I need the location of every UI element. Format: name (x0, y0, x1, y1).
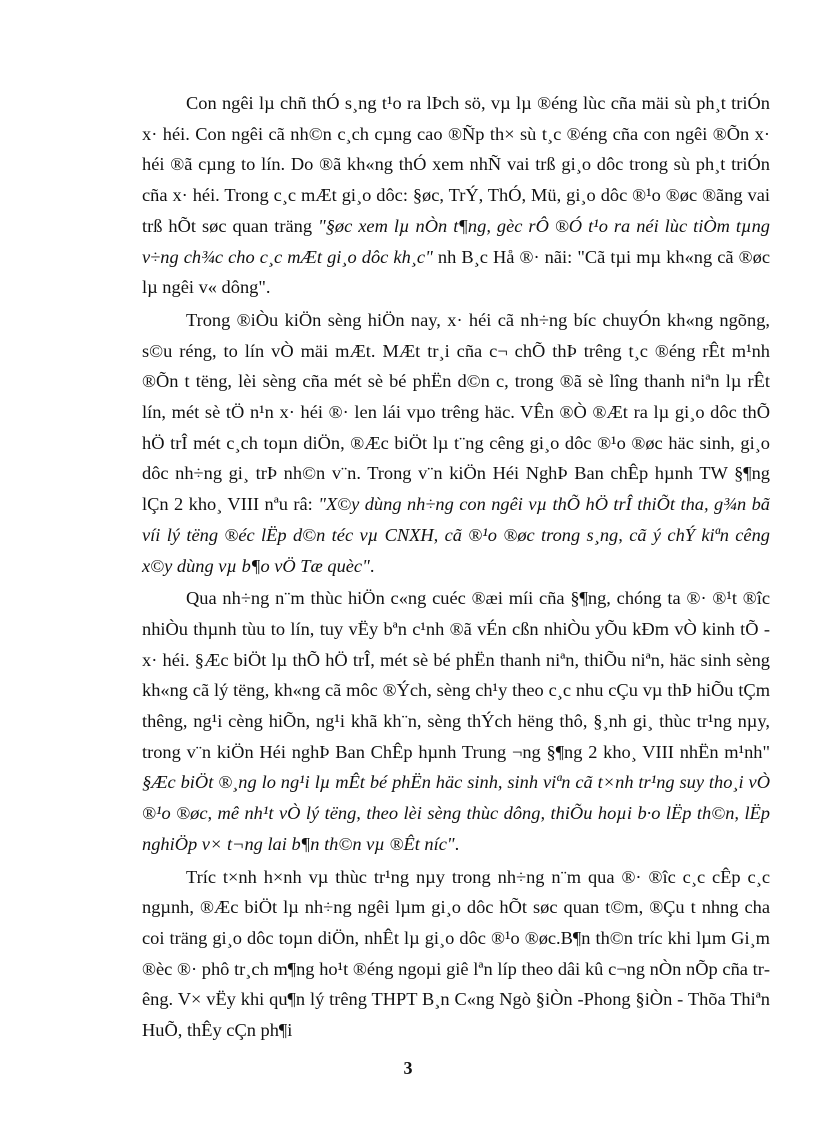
paragraph-2-quote: "X©y dùng nh÷ng con ngêi vµ thÕ hÖ trÎ thiÕt tha, g¾n bã víi lý tëng ®éc lËp d©n téc vµ CNXH, cã ®¹o ®øc trong s¸ng, cã ý chÝ kiªn cêng x©y dùng vµ b¶o vÖ Tæ quèc" (142, 494, 770, 576)
paragraph-3-text: Qua nh÷ng n¨m thùc hiÖn c«ng cuéc ®æi míi cña §¶ng, chóng ta ®· ®¹t ®îc nhiÒu thµnh tùu to lín, tuy vËy bªn c¹nh ®ã vÉn cßn nhiÒu yÕu kÐm vÒ kinh tÕ -x· héi. §Æc biÖt lµ thÕ hÖ trÎ, mét sè bé phËn thanh niªn, thiÕu niªn, häc sinh sèng kh«ng cã lý tëng, kh«ng cã môc ®Ých, sèng ch¹y theo c¸c nhu cÇu vµ thÞ hiÕu tÇm thêng, ng¹i cèng hiÕn, ng¹i khã kh¨n, sèng thÝch hëng thô, §¸nh gi¸ thùc tr¹ng nµy, trong v¨n kiÖn Héi nghÞ Ban ChÊp hµnh Trung ¬ng §¶ng 2 kho¸ VIII nhËn m¹nh" (142, 588, 770, 762)
paragraph-4 (142, 862, 770, 1046)
paragraph-1-quote: "§øc xem lµ nÒn t¶ng, gèc rÔ ®Ó t¹o ra néi lùc tiÒm tµng v÷ng ch¾c cho c¸c mÆt gi¸o dôc kh¸c" (142, 215, 770, 267)
paragraph-3-quote: §Æc biÖt ®¸ng lo ng¹i lµ mÊt bé phËn häc sinh, sinh viªn cã t×nh tr¹ng suy tho¸i vÒ ®¹o ®øc, mê nh¹t vÒ lý tëng, theo lèi sèng thùc dông, thiÕu hoµi b·o lËp th©n, lËp nghiÖp v× t¬ng lai b¶n th©n vµ ®Êt níc" (142, 772, 770, 854)
paragraph-1-text: Con ngêi lµ chñ thÓ s¸ng t¹o ra lÞch sö, vµ lµ ®éng lùc cña mäi sù ph¸t triÓn x· héi. Con ngêi cã nh©n c¸ch cµng cao ®Ñp th× sù t¸c ®éng cña con ngêi ®Õn x· héi ®ã cµng to lín. Do ®ã kh«ng thÓ xem nhÑ vai trß gi¸o dôc trong sù ph¸t triÓn cña x· héi. Trong c¸c mÆt gi¸o dôc: §øc, TrÝ, ThÓ, Mü, gi¸o dôc ®¹o ®øc ®ãng vai trß hÕt søc quan träng (142, 93, 770, 236)
paragraph-3-tail: . (454, 833, 460, 854)
page-number: 3 (403, 1058, 413, 1078)
paragraph-4-text: Tríc t×nh h×nh vµ thùc tr¹ng nµy trong nh÷ng n¨m qua ®· ®îc c¸c cÊp c¸c ngµnh, ®Æc biÖt lµ nh÷ng ngêi lµm gi¸o dôc hÕt søc quan t©m, ®Çu t nhng cha coi träng gi¸o dôc toµn diÖn, nhÊt lµ gi¸o dôc ®¹o ®øc.B¶n th©n tríc khi lµm Gi¸m ®èc ®· phô tr¸ch m¶ng ho¹t ®éng ngoµi giê lªn líp theo dâi kû c¬ng nÒn nÕp cña trêng. V× vËy khi qu¶n lý trêng THPT B¸n C«ng Ngò §iÒn -Phong §iÒn - Thõa Thiªn HuÕ, thÊy cÇn ph¶i (142, 866, 770, 1041)
paragraph-2-tail: . (369, 555, 375, 576)
paragraph-3 (142, 583, 770, 859)
paragraph-1 (142, 88, 770, 303)
paragraph-1-tail: nh B¸c Hå ®· nãi: "Cã tµi mµ kh«ng cã ®øc lµ ngêi v« dông". (142, 246, 770, 298)
paragraph-2-text: Trong ®iÒu kiÖn sèng hiÖn nay, x· héi cã nh÷ng bíc chuyÓn kh«ng ngõng, s©u réng, to lín vÒ mäi mÆt. MÆt tr¸i cña c¬ chÕ thÞ trêng t¸c ®éng rÊt m¹nh ®Õn t tëng, lèi sèng cña mét sè bé phËn d©n c, trong ®ã sè lîng thanh niªn lµ rÊt lín, mét sè tÖ n¹n x· héi ®· len lái vµo trêng häc. VÊn ®Ò ®Æt ra lµ gi¸o dôc thÕ hÖ trÎ mét c¸ch toµn diÖn, ®Æc biÖt lµ t¨ng cêng gi¸o dôc ®¹o ®øc häc sinh, gi¸o dôc nh÷ng gi¸ trÞ nh©n v¨n. Trong v¨n kiÖn Héi NghÞ Ban chÊp hµnh TW §¶ng lÇn 2 kho¸ VIII nªu râ: (142, 309, 770, 515)
paragraph-2 (142, 305, 770, 581)
body-text (142, 88, 770, 1046)
